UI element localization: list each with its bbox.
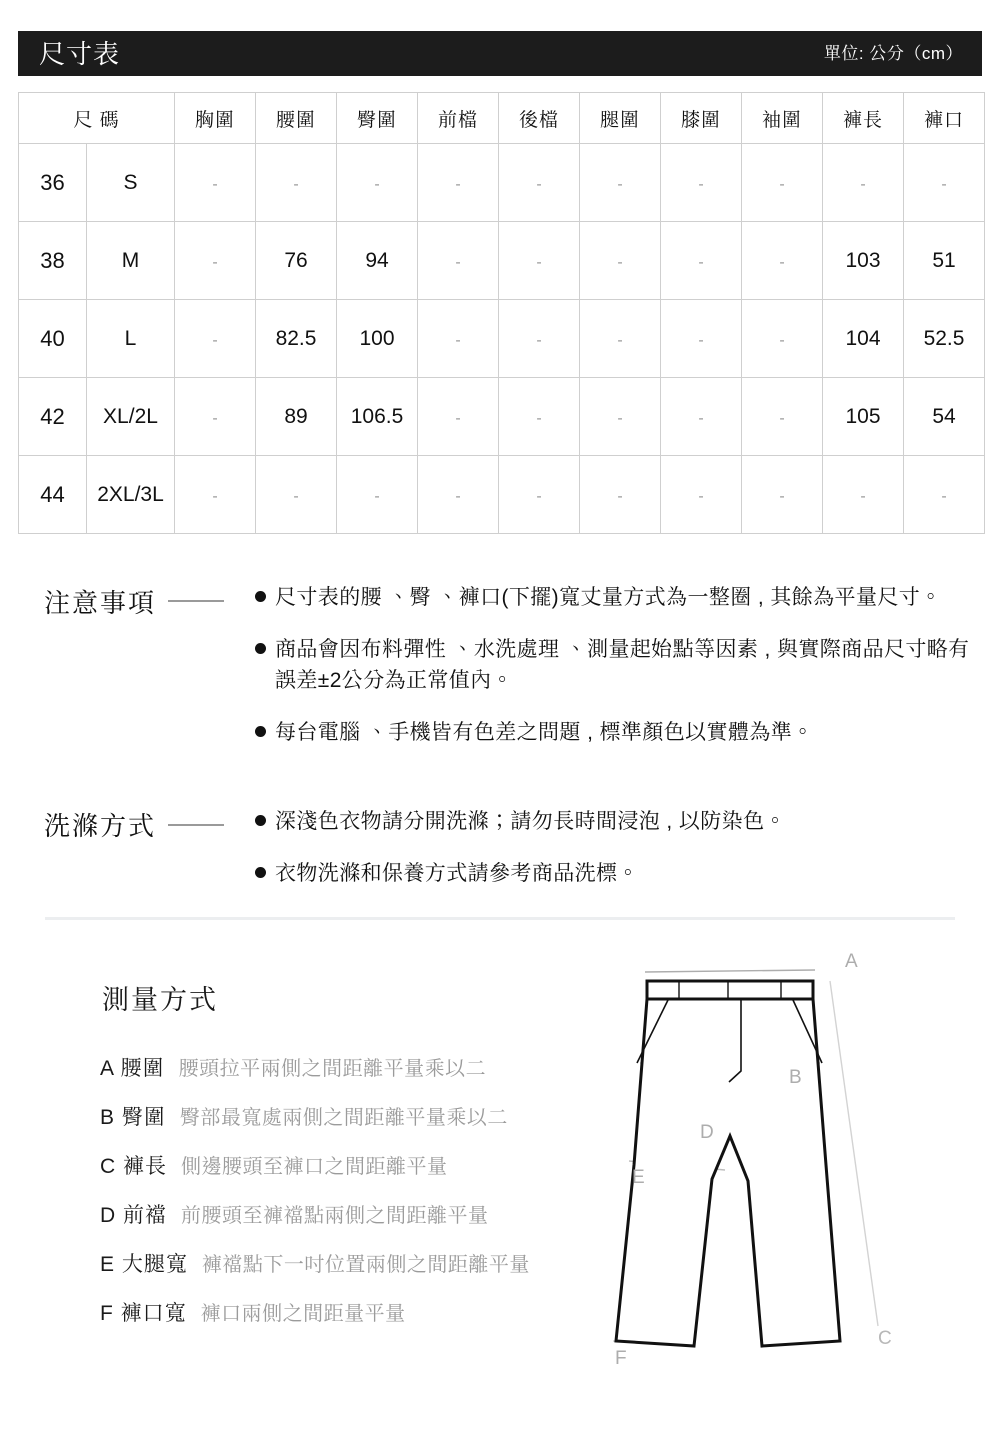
cell-text: -: [617, 409, 623, 427]
cell-text: -: [536, 331, 542, 349]
cell-value: [418, 222, 499, 300]
cell-value: [742, 378, 823, 456]
cell-value: 76: [256, 222, 337, 300]
cell-size-number: 44: [19, 456, 87, 534]
cell-size-label: 2XL/3L: [87, 456, 175, 534]
cell-text: -: [698, 175, 704, 193]
legend-item-e: [100, 1248, 620, 1278]
notes-group: [0, 583, 1000, 771]
table-row: [19, 144, 985, 222]
cell-size-number: 38: [19, 222, 87, 300]
cell-size-label: M: [87, 222, 175, 300]
measurement-section: [0, 951, 1000, 1430]
cell-value: [742, 222, 823, 300]
page-title: 尺寸表: [39, 38, 121, 69]
column-header-thigh: 腿圍: [580, 93, 661, 144]
wash-group: [0, 807, 1000, 912]
cell-text: -: [293, 175, 299, 193]
cell-text: -: [779, 331, 785, 349]
cell-size-number: 42: [19, 378, 87, 456]
wash-label: 洗滌方式: [44, 811, 157, 842]
cell-value: 82.5: [256, 300, 337, 378]
cell-value: [499, 378, 580, 456]
column-header-knee: 膝圍: [661, 93, 742, 144]
cell-value: [661, 378, 742, 456]
cell-text: -: [617, 253, 623, 271]
cell-text: -: [617, 331, 623, 349]
column-header-hip: 臀圍: [337, 93, 418, 144]
cell-text: -: [860, 175, 866, 193]
legend-description: 褲襠點下一吋位置兩側之間距離平量: [201, 1254, 530, 1276]
cell-size-label: S: [87, 144, 175, 222]
label-dash-line: [168, 824, 224, 826]
cell-text: -: [779, 409, 785, 427]
cell-value: [904, 144, 985, 222]
cell-value: [175, 456, 256, 534]
cell-text: -: [941, 487, 947, 505]
unit-label: 單位: 公分（cm）: [823, 44, 963, 63]
cell-value: [175, 144, 256, 222]
cell-value: 100: [337, 300, 418, 378]
cell-text: -: [212, 253, 218, 271]
cell-value: [418, 144, 499, 222]
cell-text: -: [698, 409, 704, 427]
label-dash-line: [168, 600, 224, 602]
pants-diagram: [590, 940, 1000, 1440]
wash-label-wrap: [0, 807, 255, 843]
cell-value: [580, 144, 661, 222]
cell-text: -: [536, 409, 542, 427]
note-text: 商品會因布料彈性 、水洗處理 、測量起始點等因素 , 與實際商品尺寸略有誤差±2公分為正常值內。: [275, 638, 970, 692]
diagram-label-d: D: [700, 1122, 714, 1143]
cell-text: -: [617, 487, 623, 505]
cell-value: [742, 144, 823, 222]
cell-value: 106.5: [337, 378, 418, 456]
cell-value: [499, 300, 580, 378]
legend-description: 側邊腰頭至褲口之間距離平量: [181, 1156, 448, 1178]
list-item: [255, 583, 982, 613]
legend-key: B 臀圍: [100, 1106, 166, 1129]
cell-text: -: [212, 175, 218, 193]
legend-key: F 褲口寬: [100, 1302, 187, 1325]
table-row: [19, 378, 985, 456]
cell-value: [418, 456, 499, 534]
cell-value: [742, 456, 823, 534]
size-table-container: [18, 92, 982, 534]
cell-text: -: [455, 409, 461, 427]
table-body: [19, 144, 985, 534]
cell-text: -: [455, 175, 461, 193]
cell-value: [661, 144, 742, 222]
table-row: [19, 300, 985, 378]
table-header: [19, 93, 985, 144]
bullet-icon: [255, 815, 266, 826]
list-item: [255, 807, 982, 837]
column-header-sleeve: 袖圍: [742, 93, 823, 144]
cell-value: [580, 456, 661, 534]
guide-line-a: [645, 970, 815, 972]
cell-text: -: [698, 253, 704, 271]
waistband: [647, 981, 813, 999]
note-text: 每台電腦 、手機皆有色差之問題 , 標準顏色以實體為準。: [275, 721, 814, 745]
legend-description: 臀部最寬處兩側之間距離平量乘以二: [179, 1107, 508, 1129]
cell-value: [661, 222, 742, 300]
cell-text: -: [374, 487, 380, 505]
cell-text: -: [455, 253, 461, 271]
cell-value: [580, 222, 661, 300]
note-text: 深淺色衣物請分開洗滌；請勿長時間浸泡 , 以防染色。: [275, 809, 786, 833]
cell-text: -: [617, 175, 623, 193]
measurement-title: 測量方式: [102, 985, 218, 1015]
cell-size-label: L: [87, 300, 175, 378]
cell-value: [823, 456, 904, 534]
cell-value: [499, 222, 580, 300]
guide-line-c: [830, 981, 878, 1326]
legend-key: E 大腿寬: [100, 1253, 188, 1276]
diagram-label-f: F: [615, 1348, 627, 1369]
cell-size-label: XL/2L: [87, 378, 175, 456]
bullet-icon: [255, 726, 266, 737]
cell-text: -: [293, 487, 299, 505]
list-item: [255, 635, 982, 696]
cell-text: -: [779, 175, 785, 193]
size-chart-header: [18, 31, 982, 76]
cell-text: -: [374, 175, 380, 193]
note-text: 衣物洗滌和保養方式請參考商品洗標。: [275, 862, 639, 886]
cell-text: -: [860, 487, 866, 505]
cell-value: [904, 456, 985, 534]
notes-label: 注意事項: [44, 587, 157, 618]
diagram-label-e: E: [632, 1167, 645, 1188]
cell-value: [580, 300, 661, 378]
legend-description: 前腰頭至褲襠點兩側之間距離平量: [181, 1205, 489, 1227]
bullet-icon: [255, 591, 266, 602]
cell-value: 104: [823, 300, 904, 378]
list-item: [255, 718, 982, 748]
legend-item-a: [100, 1052, 620, 1082]
cell-size-number: 36: [19, 144, 87, 222]
column-header-waist: 腰圍: [256, 93, 337, 144]
table-row: [19, 456, 985, 534]
notes-section: [0, 583, 1000, 912]
section-divider: [45, 917, 955, 920]
diagram-label-c: C: [878, 1328, 892, 1349]
cell-text: -: [455, 331, 461, 349]
cell-text: -: [779, 253, 785, 271]
cell-text: -: [536, 175, 542, 193]
column-header-chest: 胸圍: [175, 93, 256, 144]
cell-text: -: [212, 409, 218, 427]
cell-value: [175, 378, 256, 456]
cell-value: 105: [823, 378, 904, 456]
wash-list: [255, 807, 1000, 912]
cell-value: [337, 144, 418, 222]
cell-text: -: [455, 487, 461, 505]
cell-value: [256, 456, 337, 534]
column-header-front-rise: 前檔: [418, 93, 499, 144]
diagram-label-a: A: [845, 951, 858, 972]
legend-item-b: [100, 1101, 620, 1131]
table-header-row: [19, 93, 985, 144]
cell-text: -: [212, 331, 218, 349]
table-row: [19, 222, 985, 300]
legend-item-f: [100, 1297, 620, 1327]
cell-value: [175, 222, 256, 300]
legend-description: 褲口兩側之間距量平量: [200, 1303, 406, 1325]
cell-text: -: [779, 487, 785, 505]
legend-key: C 褲長: [100, 1155, 167, 1178]
cell-text: -: [698, 487, 704, 505]
cell-value: [661, 300, 742, 378]
list-item: [255, 859, 982, 889]
legend-key: D 前襠: [100, 1204, 167, 1227]
notes-list: [255, 583, 1000, 771]
legend-description: 腰頭拉平兩側之間距離平量乘以二: [178, 1058, 487, 1080]
cell-value: [418, 300, 499, 378]
cell-value: 51: [904, 222, 985, 300]
cell-value: 52.5: [904, 300, 985, 378]
legend-item-c: [100, 1150, 620, 1180]
cell-text: -: [698, 331, 704, 349]
cell-size-number: 40: [19, 300, 87, 378]
column-header-pant-opening: 褲口: [904, 93, 985, 144]
cell-value: [823, 144, 904, 222]
measurement-legend: [100, 1052, 620, 1346]
diagram-label-b: B: [789, 1067, 802, 1088]
legend-item-d: [100, 1199, 620, 1229]
legend-key: A 腰圍: [100, 1057, 165, 1080]
column-header-size: 尺 碼: [19, 93, 175, 144]
cell-value: 103: [823, 222, 904, 300]
cell-value: 54: [904, 378, 985, 456]
cell-value: [661, 456, 742, 534]
cell-text: -: [536, 253, 542, 271]
bullet-icon: [255, 643, 266, 654]
note-text: 尺寸表的腰 、臀 、褲口(下擺)寬丈量方式為一整圈 , 其餘為平量尺寸。: [275, 586, 942, 609]
cell-text: -: [941, 175, 947, 193]
cell-value: [742, 300, 823, 378]
cell-value: [499, 456, 580, 534]
cell-value: [580, 378, 661, 456]
cell-value: 89: [256, 378, 337, 456]
column-header-back-rise: 後檔: [499, 93, 580, 144]
cell-text: -: [536, 487, 542, 505]
bullet-icon: [255, 867, 266, 878]
cell-value: [499, 144, 580, 222]
cell-value: [418, 378, 499, 456]
cell-value: 94: [337, 222, 418, 300]
size-table: [18, 92, 985, 534]
column-header-pant-length: 褲長: [823, 93, 904, 144]
cell-value: [337, 456, 418, 534]
cell-value: [256, 144, 337, 222]
notes-label-wrap: [0, 583, 255, 619]
cell-text: -: [212, 487, 218, 505]
pants-outline: [616, 999, 840, 1346]
cell-value: [175, 300, 256, 378]
